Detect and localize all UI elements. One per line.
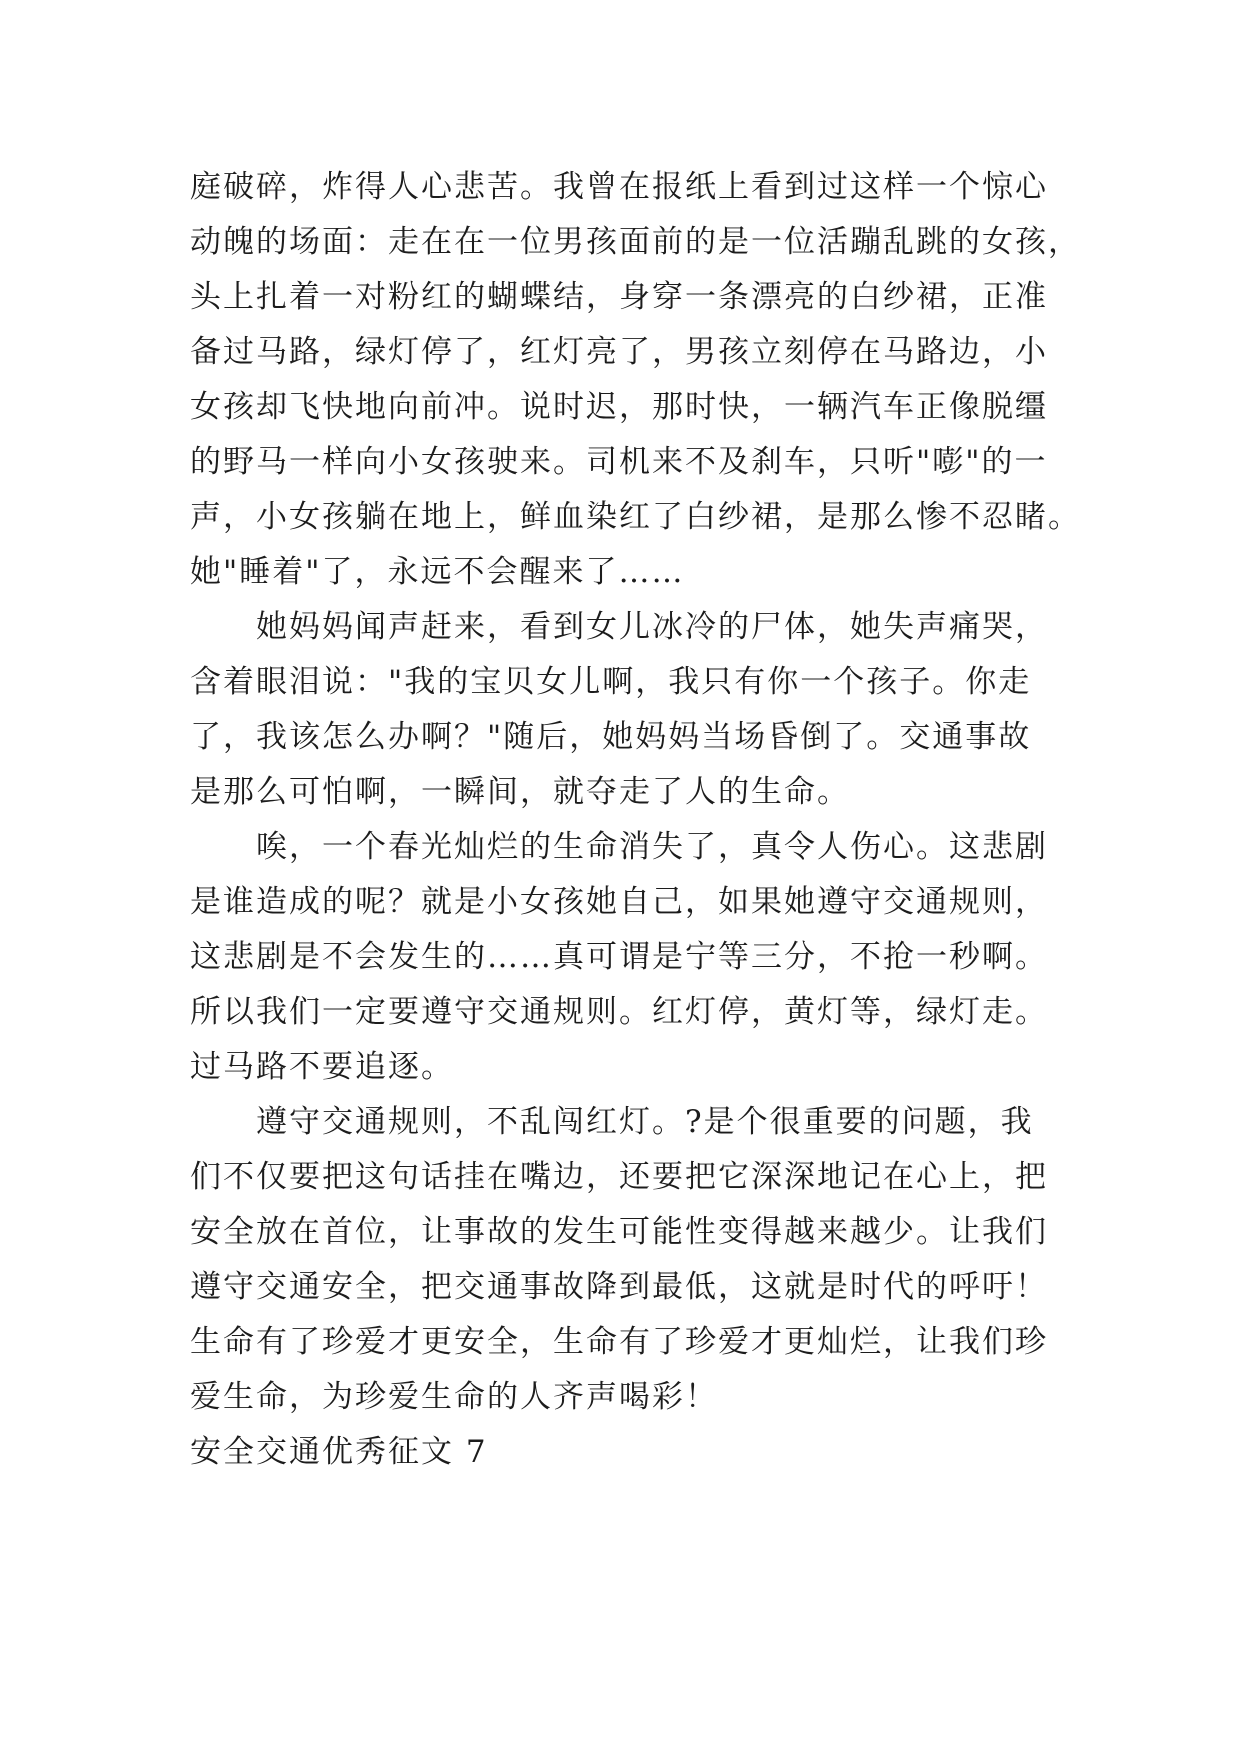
text-line: 声，小女孩躺在地上，鲜血染红了白纱裙，是那么惨不忍睹。 xyxy=(190,499,1081,535)
text-line: 女孩却飞快地向前冲。说时迟，那时快，一辆汽车正像脱缰 xyxy=(190,389,1048,425)
text-line: 的野马一样向小女孩驶来。司机来不及刹车，只听"嘭"的一 xyxy=(190,444,1048,480)
text-line: 备过马路，绿灯停了，红灯亮了，男孩立刻停在马路边，小 xyxy=(190,334,1048,370)
text-line: 这悲剧是不会发生的……真可谓是宁等三分，不抢一秒啊。 xyxy=(190,939,1048,975)
text-line: 安全放在首位，让事故的发生可能性变得越来越少。让我们 xyxy=(190,1214,1048,1250)
text-line: 她"睡着"了，永远不会醒来了…… xyxy=(190,554,685,590)
text-line: 们不仅要把这句话挂在嘴边，还要把它深深地记在心上，把 xyxy=(190,1159,1048,1195)
text-line: 头上扎着一对粉红的蝴蝶结，身穿一条漂亮的白纱裙，正准 xyxy=(190,279,1048,315)
text-line: 遵守交通规则，不乱闯红灯。?是个很重要的问题，我 xyxy=(256,1104,1034,1140)
text-line: 唉，一个春光灿烂的生命消失了，真令人伤心。这悲剧 xyxy=(256,829,1048,865)
text-line: 了，我该怎么办啊？"随后，她妈妈当场昏倒了。交通事故 xyxy=(190,719,1032,755)
text-line: 过马路不要追逐。 xyxy=(190,1049,454,1085)
text-line: 所以我们一定要遵守交通规则。红灯停，黄灯等，绿灯走。 xyxy=(190,994,1048,1030)
text-line: 含着眼泪说："我的宝贝女儿啊，我只有你一个孩子。你走 xyxy=(190,664,1032,700)
text-line: 是那么可怕啊，一瞬间，就夺走了人的生命。 xyxy=(190,774,850,810)
text-line: 庭破碎，炸得人心悲苦。我曾在报纸上看到过这样一个惊心 xyxy=(190,169,1048,205)
text-line: 是谁造成的呢？就是小女孩她自己，如果她遵守交通规则， xyxy=(190,884,1048,920)
text-line: 爱生命，为珍爱生命的人齐声喝彩！ xyxy=(190,1379,718,1415)
text-line: 她妈妈闻声赶来，看到女儿冰冷的尸体，她失声痛哭， xyxy=(256,609,1048,645)
text-line: 生命有了珍爱才更安全，生命有了珍爱才更灿烂，让我们珍 xyxy=(190,1324,1048,1360)
section-heading: 安全交通优秀征文 7 xyxy=(190,1434,488,1470)
essay-body xyxy=(190,160,1090,1480)
text-line: 遵守交通安全，把交通事故降到最低，这就是时代的呼吁！ xyxy=(190,1269,1048,1305)
text-line: 动魄的场面：走在在一位男孩面前的是一位活蹦乱跳的女孩， xyxy=(190,224,1081,260)
